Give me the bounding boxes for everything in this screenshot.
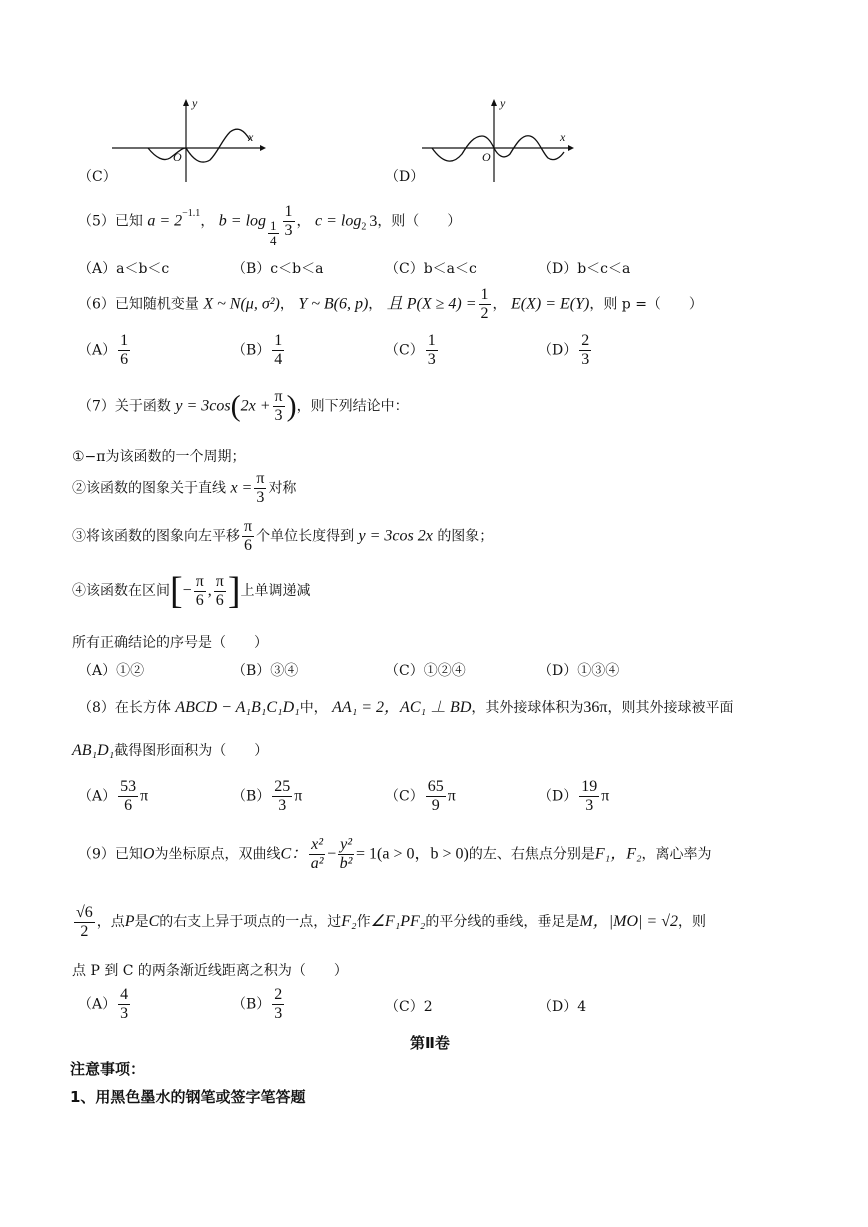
q6-option-d[interactable]: （D） $\frac{2}{3}$ bbox=[538, 332, 590, 368]
section-2-notes: 注意事项： bbox=[70, 1060, 146, 1078]
q9-option-c[interactable]: （C）2 bbox=[385, 999, 433, 1015]
q7-number: （7） bbox=[78, 398, 115, 415]
q6-suffix: ，则 p =（ ） bbox=[589, 296, 703, 313]
graph-c-label: （C） bbox=[78, 169, 117, 185]
q5-b-base: $\frac{1}{4}$ bbox=[270, 218, 277, 249]
q5-b-arg: $\frac{1}{3}$ bbox=[284, 203, 293, 240]
q9-line-1: （9）已知O为坐标原点，双曲线C： $\frac{\text{x²}}{\text{a²}}$ − $\frac{\text{y²}}{\text{b²}}$ = 1(a > 0，b > 0)的左、右焦点分别是F₁，F₂，离心率为 bbox=[78, 836, 712, 872]
q8-option-c[interactable]: （C） $\frac{65}{9}$ π bbox=[385, 778, 456, 814]
q5-option-a[interactable]: （A）a＜b＜c bbox=[78, 261, 170, 277]
graph-c-curve bbox=[148, 129, 250, 162]
q8-number: （8） bbox=[78, 700, 115, 716]
q6-number: （6） bbox=[78, 296, 115, 313]
q9-line-3: 点 P 到 C 的两条渐近线距离之积为（ ） bbox=[72, 963, 348, 979]
graph-c-x-arrow bbox=[260, 145, 266, 151]
q6-y-dist: Y ~ B(6, p) bbox=[298, 295, 369, 313]
graph-d-x-label: x bbox=[560, 130, 566, 144]
q9-y-frac: $\frac{\text{y²}}{\text{b²}}$ bbox=[339, 836, 353, 872]
graph-d-label: （D） bbox=[385, 169, 425, 185]
graph-c-y-arrow bbox=[183, 99, 189, 106]
q7-statement-4: ④该函数在区间[− $\frac{\pi}{6}$ , $\frac{\pi}{6}$ ]上单调递减 bbox=[72, 570, 311, 612]
q6-cond-frac: $\frac{1}{2}$ bbox=[480, 286, 489, 322]
q6-option-c[interactable]: （C） $\frac{1}{3}$ bbox=[385, 332, 436, 368]
q8-body: ABCD − A₁B₁C₁D₁ bbox=[175, 699, 300, 716]
q9-ecc-frac: $\frac{√6}{2}$ bbox=[76, 903, 93, 940]
q7-func-pre: y = 3cos bbox=[175, 397, 231, 415]
q6-cond: 且 P(X ≥ 4) = bbox=[386, 295, 477, 313]
q5-c-arg: 3 bbox=[369, 212, 378, 230]
q8-option-b[interactable]: （B） $\frac{25}{3}$ π bbox=[232, 778, 303, 814]
q5-suffix: ，则（ ） bbox=[377, 213, 462, 230]
q8-option-d[interactable]: （D） $\frac{19}{3}$ π bbox=[538, 778, 610, 814]
q8-option-a[interactable]: （A） $\frac{53}{6}$ π bbox=[78, 778, 149, 814]
section-2-item-1: 1、用黑色墨水的钢笔或签字笔答题 bbox=[70, 1088, 306, 1106]
q9-option-a[interactable]: （A） $\frac{4}{3}$ bbox=[78, 986, 129, 1022]
graph-d-origin: O bbox=[482, 150, 491, 164]
graph-d-y-label: y bbox=[500, 96, 506, 110]
q7-option-b[interactable]: （B）③④ bbox=[232, 663, 299, 679]
graph-d-svg bbox=[418, 96, 578, 186]
q9-option-b[interactable]: （B） $\frac{2}{3}$ bbox=[232, 986, 283, 1022]
q7-statement-2: ②该函数的图象关于直线 x = $\frac{\pi}{3}$ 对称 bbox=[72, 470, 297, 506]
q6-cond2: E(X) = E(Y) bbox=[511, 295, 590, 313]
q5-a-exp: −1.1 bbox=[182, 208, 201, 219]
graph-d-x-arrow bbox=[568, 145, 574, 151]
q8-line-2: AB₁D₁截得图形面积为（ ） bbox=[72, 742, 269, 759]
q6-stem: （6）已知随机变量 X ~ N(μ, σ²)， Y ~ B(6, p)， 且 P(X ≥ 4) = $\frac{1}{2}$ ， E(X) = E(Y)，则 p =（ ） bbox=[78, 286, 703, 322]
graph-c bbox=[108, 96, 268, 186]
graph-d-y-arrow bbox=[491, 99, 497, 106]
q7-suffix: ，则下列结论中： bbox=[296, 398, 409, 415]
q5-option-b[interactable]: （B）c＜b＜a bbox=[232, 261, 324, 277]
q8-plane: AB₁D₁ bbox=[72, 742, 115, 759]
q7-option-a[interactable]: （A）①② bbox=[78, 663, 145, 679]
q5-stem: （5）已知 $a = 2^{-1.1}$， b = log $\frac{1}{4}$ $\frac{1}{3}$ ， $c = \log_2 3$，则（ ） bbox=[78, 203, 462, 249]
q5-option-c[interactable]: （C）b＜a＜c bbox=[385, 261, 477, 277]
q9-x-frac: $\frac{\text{x²}}{\text{a²}}$ bbox=[310, 836, 324, 872]
q7-option-c[interactable]: （C）①②④ bbox=[385, 663, 466, 679]
q7-text: 关于函数 bbox=[114, 398, 171, 415]
q9-number: （9） bbox=[78, 846, 115, 863]
q6-option-a[interactable]: （A） $\frac{1}{6}$ bbox=[78, 332, 129, 368]
q7-func-in: 2x + bbox=[240, 397, 271, 415]
q5-b-expr: b = log bbox=[218, 212, 267, 230]
q8-line-1: （8）在长方体 ABCD − A₁B₁C₁D₁中， AA₁ = 2，AC₁ ⊥ BD，其外接球体积为36π，则其外接球被平面 bbox=[78, 699, 734, 716]
q8-aa1: AA₁ = 2，AC₁ ⊥ BD bbox=[332, 699, 472, 716]
q5-a-expr: a = 2 bbox=[147, 212, 183, 230]
q5-prefix: 已知 bbox=[114, 213, 143, 230]
q7-stem: （7）关于函数 y = 3cos(2x + $\frac{\pi}{3}$ )，则下列结论中： bbox=[78, 388, 409, 424]
graph-c-svg bbox=[108, 96, 268, 186]
q6-x-dist: X ~ N(μ, σ²) bbox=[203, 295, 280, 313]
graph-c-y-label: y bbox=[192, 96, 198, 110]
graph-c-x-label: x bbox=[248, 130, 254, 144]
q5-c-base: 2 bbox=[361, 221, 367, 233]
q5-number: （5） bbox=[78, 213, 115, 230]
q7-ask: 所有正确结论的序号是（ ） bbox=[72, 635, 268, 651]
q7-statement-3: ③将该函数的图象向左平移 $\frac{\pi}{6}$ 个单位长度得到 y = 3cos 2x 的图象； bbox=[72, 518, 494, 554]
q7-func-frac: $\frac{\pi}{3}$ bbox=[274, 388, 283, 424]
q9-option-d[interactable]: （D）4 bbox=[538, 999, 587, 1015]
q6-text: 已知随机变量 bbox=[114, 296, 199, 313]
q6-option-b[interactable]: （B） $\frac{1}{4}$ bbox=[232, 332, 283, 368]
q5-c-expr: c = log bbox=[314, 212, 362, 230]
graph-d bbox=[418, 96, 578, 186]
graph-c-origin: O bbox=[173, 150, 182, 164]
q9-line-2: $\frac{√6}{2}$ ，点P是C的右支上异于项点的一点，过F₂作∠F₁PF₂的平分线的垂线，垂足是M，|MO| = √2，则 bbox=[76, 903, 706, 940]
q7-option-d[interactable]: （D）①③④ bbox=[538, 663, 620, 679]
q5-option-d[interactable]: （D）b＜c＜a bbox=[538, 261, 631, 277]
section-2-title: 第Ⅱ卷 bbox=[410, 1034, 450, 1052]
q8-volume: 36π bbox=[583, 699, 608, 716]
q7-statement-1: ①−π为该函数的一个周期； bbox=[72, 449, 246, 465]
